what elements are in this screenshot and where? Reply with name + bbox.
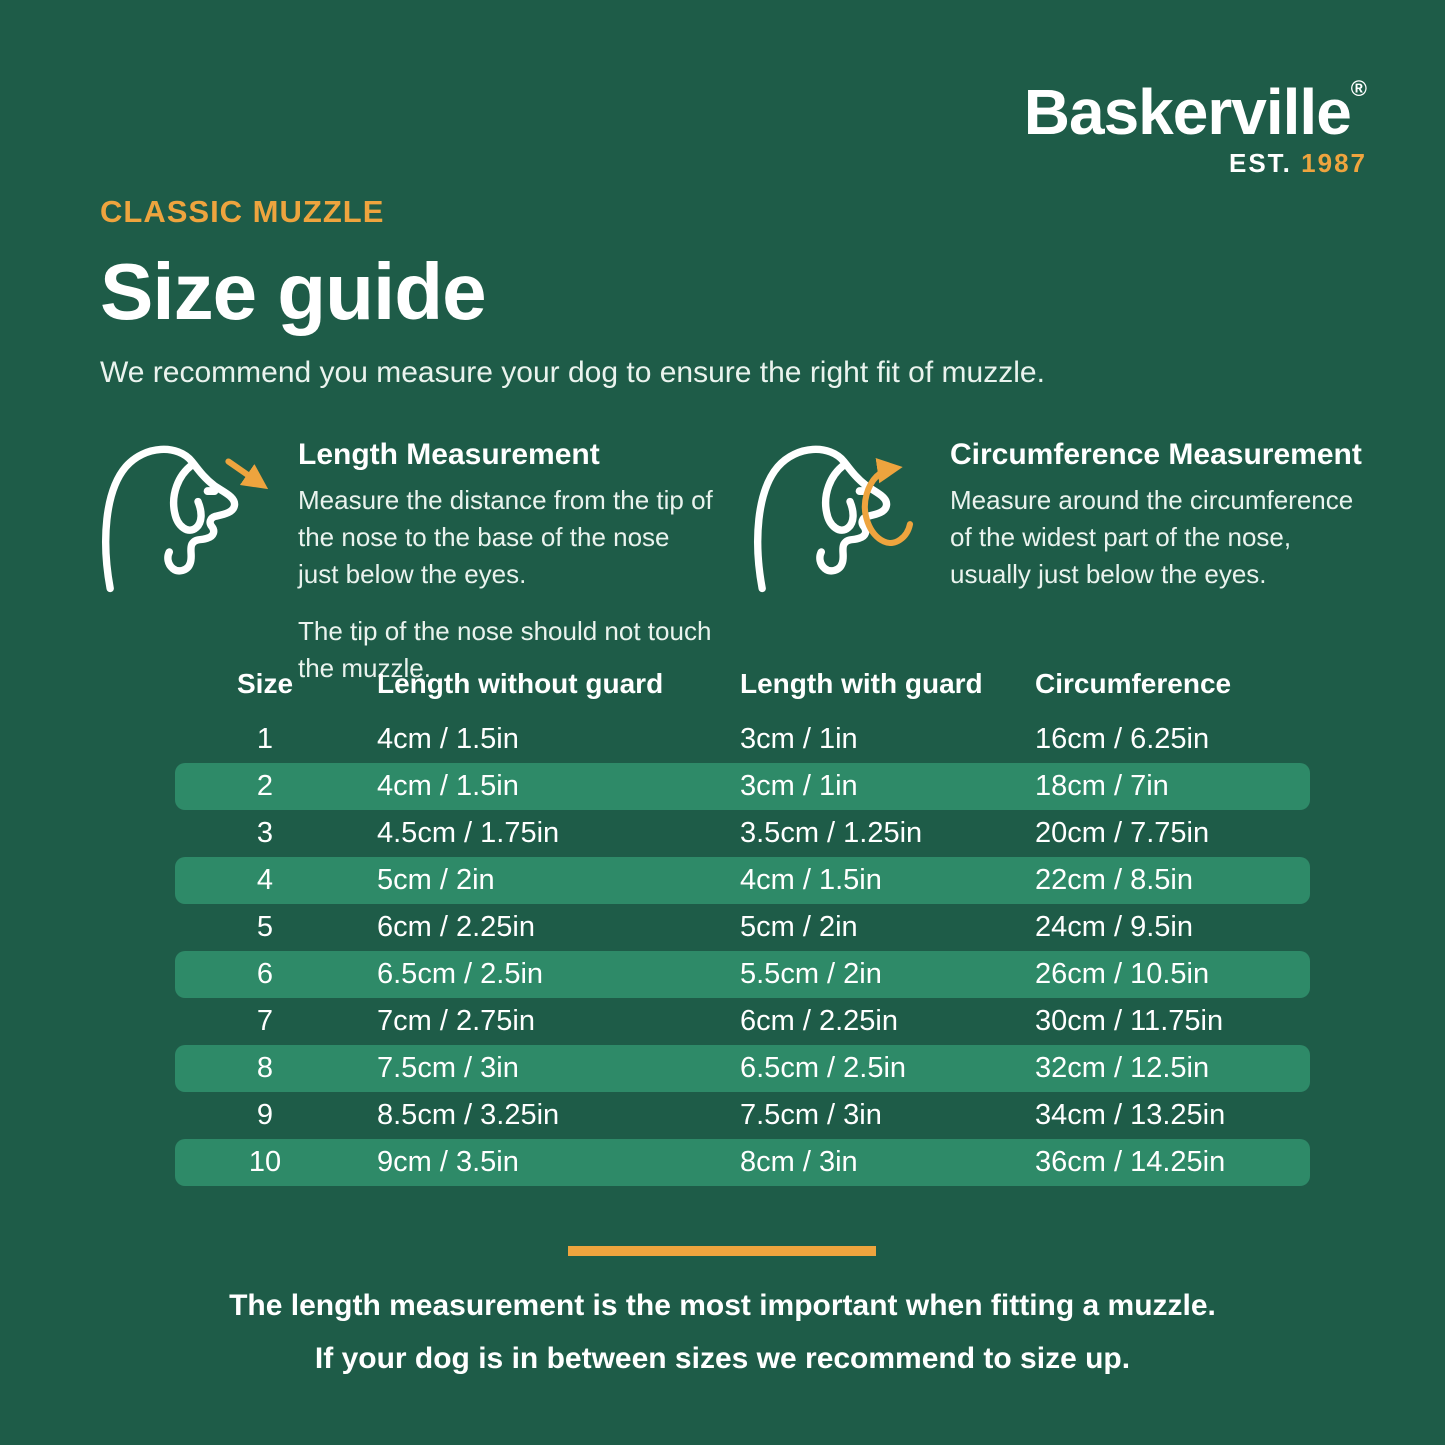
- table-row: [175, 998, 1310, 1045]
- length-with-guard-cell: 7.5cm / 3in: [740, 1099, 882, 1131]
- product-eyebrow: CLASSIC MUZZLE: [100, 194, 385, 229]
- size-table: [175, 662, 1310, 1186]
- length-without-guard-cell: 6cm / 2.25in: [377, 911, 535, 943]
- length-without-guard-cell: 6.5cm / 2.5in: [377, 958, 544, 990]
- circumference-cell: 16cm / 6.25in: [1035, 723, 1210, 755]
- brand-established: [1024, 150, 1367, 176]
- length-without-guard-cell: 7cm / 2.75in: [377, 1005, 535, 1037]
- brand-name-text: Baskerville: [1023, 76, 1351, 148]
- footer-line-1: The length measurement is the most important when fitting a muzzle.: [229, 1289, 1216, 1322]
- size-cell: 9: [256, 1099, 274, 1131]
- footer-divider: [568, 1246, 876, 1256]
- brand-logo: [1024, 78, 1367, 176]
- circumference-cell: 36cm / 14.25in: [1035, 1146, 1226, 1178]
- length-with-guard-cell: 3cm / 1in: [740, 770, 858, 802]
- circumference-cell: 22cm / 8.5in: [1035, 864, 1193, 896]
- circumference-measurement-paragraph-1: Measure around the circumference of the widest part of the nose, usually just below the eyes.: [950, 485, 1354, 589]
- size-cell: 7: [256, 1005, 274, 1037]
- length-without-guard-cell: 4cm / 1.5in: [377, 770, 519, 802]
- circumference-measurement-heading: Circumference Measurement: [950, 438, 1362, 471]
- length-with-guard-cell: 8cm / 3in: [740, 1146, 858, 1178]
- table-row: [175, 1045, 1310, 1092]
- circumference-cell: 32cm / 12.5in: [1035, 1052, 1210, 1084]
- circumference-cell: 18cm / 7in: [1035, 770, 1169, 802]
- table-row: [175, 1139, 1310, 1186]
- length-without-guard-cell: 7.5cm / 3in: [377, 1052, 519, 1084]
- length-without-guard-cell: 5cm / 2in: [377, 864, 495, 896]
- length-with-guard-cell: 3cm / 1in: [740, 723, 858, 755]
- registered-trademark-symbol: ®: [1350, 76, 1367, 101]
- size-cell: 6: [256, 958, 274, 990]
- length-with-guard-cell: 5cm / 2in: [740, 911, 858, 943]
- table-row: [175, 951, 1310, 998]
- circumference-cell: 24cm / 9.5in: [1035, 911, 1193, 943]
- circumference-cell: 34cm / 13.25in: [1035, 1099, 1226, 1131]
- size-cell: 2: [256, 770, 274, 802]
- size-table-body: [175, 716, 1310, 1186]
- size-cell: 8: [256, 1052, 274, 1084]
- page-title: Size guide: [100, 247, 486, 336]
- size-cell: 1: [256, 723, 274, 755]
- table-row: [175, 1092, 1310, 1139]
- table-row: [175, 810, 1310, 857]
- table-row: [175, 857, 1310, 904]
- table-row: [175, 716, 1310, 763]
- circumference-cell: 20cm / 7.75in: [1035, 817, 1210, 849]
- column-header-circumference: Circumference: [1035, 668, 1232, 699]
- length-with-guard-cell: 3.5cm / 1.25in: [740, 817, 923, 849]
- length-without-guard-cell: 9cm / 3.5in: [377, 1146, 519, 1178]
- length-without-guard-cell: 8.5cm / 3.25in: [377, 1099, 560, 1131]
- length-with-guard-cell: 5.5cm / 2in: [740, 958, 882, 990]
- length-without-guard-cell: 4.5cm / 1.75in: [377, 817, 560, 849]
- page-subtitle: We recommend you measure your dog to ensure the right fit of muzzle.: [100, 356, 1045, 389]
- column-header-size: Size: [236, 668, 294, 699]
- table-row: [175, 763, 1310, 810]
- footer-line-2: If your dog is in between sizes we recommend to size up.: [314, 1341, 1131, 1375]
- table-row: [175, 904, 1310, 951]
- size-cell: 3: [256, 817, 274, 849]
- length-measurement-paragraph-2: The tip of the nose should not touch the muzzle.: [298, 615, 712, 683]
- length-with-guard-cell: 4cm / 1.5in: [740, 864, 882, 896]
- length-without-guard-cell: 4cm / 1.5in: [377, 723, 519, 755]
- size-cell: 10: [248, 1146, 282, 1178]
- column-header-length-with-guard: Length with guard: [740, 668, 983, 699]
- length-with-guard-cell: 6.5cm / 2.5in: [740, 1052, 907, 1084]
- est-year: 1987: [1301, 148, 1367, 178]
- footer-note: [0, 1280, 1445, 1385]
- circumference-cell: 26cm / 10.5in: [1035, 958, 1210, 990]
- est-label: EST.: [1229, 148, 1292, 178]
- dog-head-length-icon: [98, 434, 298, 596]
- dog-head-circumference-icon: [750, 434, 950, 596]
- size-cell: 4: [256, 864, 274, 896]
- column-header-length-without-guard: Length without guard: [377, 668, 664, 699]
- size-table-header-row: [175, 662, 1310, 706]
- circumference-measurement-text: [950, 428, 1368, 613]
- brand-wordmark: [1023, 76, 1367, 148]
- length-with-guard-cell: 6cm / 2.25in: [740, 1005, 898, 1037]
- length-measurement-heading: Length Measurement: [298, 438, 600, 471]
- size-cell: 5: [256, 911, 274, 943]
- circumference-cell: 30cm / 11.75in: [1035, 1005, 1224, 1037]
- length-measurement-paragraph-1: Measure the distance from the tip of the nose to the base of the nose just below the eyes.: [298, 485, 713, 589]
